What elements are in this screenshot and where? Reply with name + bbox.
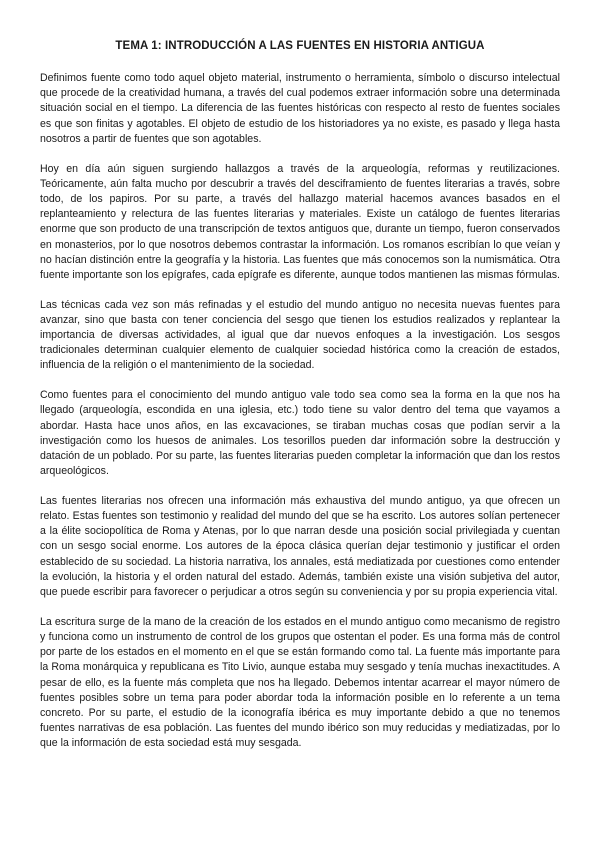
paragraph-findings: Hoy en día aún siguen surgiendo hallazgos a través de la arqueología, reformas y reutilizaciones. Teóricamente, aún falta mucho por descubrir a través del desciframiento de fuentes literarias a través, sobre todo, de los papiros. Por su parte, a través del hallazgo material hacemos avances basados en el replanteamiento y relectura de las fuentes literarias y materiales. Existe un catálogo de fuentes literarias enorme que son producto de una transcripción de textos antiguos que, durante un tiempo, fueron conservados en monasterios, por lo que nosotros debemos contrastar la información. Los romanos escribían lo que veían y no hacían distinción entre la geografía y la historia. Las fuentes que más conocemos son la numismática. Otra fuente importante son los epígrafes, cada epígrafe es diferente, aunque todos mantienen las mismas fórmulas. [40,162,560,281]
paragraph-literary-sources: Las fuentes literarias nos ofrecen una información más exhaustiva del mundo antiguo, ya que ofrecen un relato. Estas fuentes son testimonio y realidad del mundo del que se ha escrito. Los autores solían pertenecer a la élite sociopolítica de Roma y Atenas, por lo que narran desde una posición social privilegiada y cuentan con un sesgo social enorme. Los autores de la época clásica querían dejar testimonio y justificar el orden establecido de su sociedad. La historia narrativa, los annales, está mediatizada por cuestiones como entender la evolución, la historia y el orden natural del estado. Además, también existe una visión subjetiva del autor, que puede escribir para favorecer o perjudicar a otros según su conveniencia y por su propia experiencia vital. [40,494,560,599]
paragraph-definition: Definimos fuente como todo aquel objeto material, instrumento o herramienta, símbolo o discurso intelectual que procede de la creatividad humana, a través del cual podemos extraer información sobre una determinada situación social en el tiempo. La diferencia de las fuentes históricas con respecto al resto de fuentes sociales es que son finitas y agotables. El objeto de estudio de los historiadores ya no existe, es pasado y llega hasta nosotros a partir de fuentes que son agotables. [40,72,560,145]
document-page [40,40,560,766]
paragraph-sources-value: Como fuentes para el conocimiento del mundo antiguo vale todo sea como sea la forma en la que nos ha llegado (arqueología, escondida en una iglesia, etc.) todo tiene su valor dentro del tema que vayamos a abordar. Hasta hace unos años, en las excavaciones, se tiraban muchas cosas que podían servir a la investigación como los huesos de animales. Los tesorillos pueden dar información sobre la destrucción y datación de un poblado. Por su parte, las fuentes literarias pueden completar la información que dan los restos arqueológicos. [40,389,560,478]
paragraph-techniques: Las técnicas cada vez son más refinadas y el estudio del mundo antiguo no necesita nuevas fuentes para avanzar, sino que basta con tener conciencia del sesgo que tienen los estudios realizados y replantear la importancia de diversas actividades, al igual que dar nuevos enfoques a la investigación. Los sesgos tradicionales determinan cualquier elemento de cualquier sociedad histórica como la creación de estados, influencia de la religión o el mantenimiento de la sociedad. [40,298,560,372]
paragraph-writing: La escritura surge de la mano de la creación de los estados en el mundo antiguo como mecanismo de registro y funciona como un instrumento de control de los grupos que ostentan el poder. Es una forma más de control por parte de los estados en el momento en el que se están formando como tal. La fuente más importante para la Roma monárquica y republicana es Tito Livio, aunque estaba muy sesgado y tenía muchas inexactitudes. A pesar de ello, es la fuente más completa que nos ha llegado. Debemos intentar acarrear el mayor número de fuentes posibles sobre un tema para poder abordar toda la información posible en lo referente a un tema concreto. Por su parte, el estudio de la iconografía ibérica es muy importante debido a que no tenemos fuentes narrativas de esa población. Las fuentes del mundo ibérico son muy reducidas y mediatizadas, por lo que la información de esta sociedad está muy sesgada. [40,615,560,750]
page-title: TEMA 1: INTRODUCCIÓN A LAS FUENTES EN HISTORIA ANTIGUA [115,40,485,52]
